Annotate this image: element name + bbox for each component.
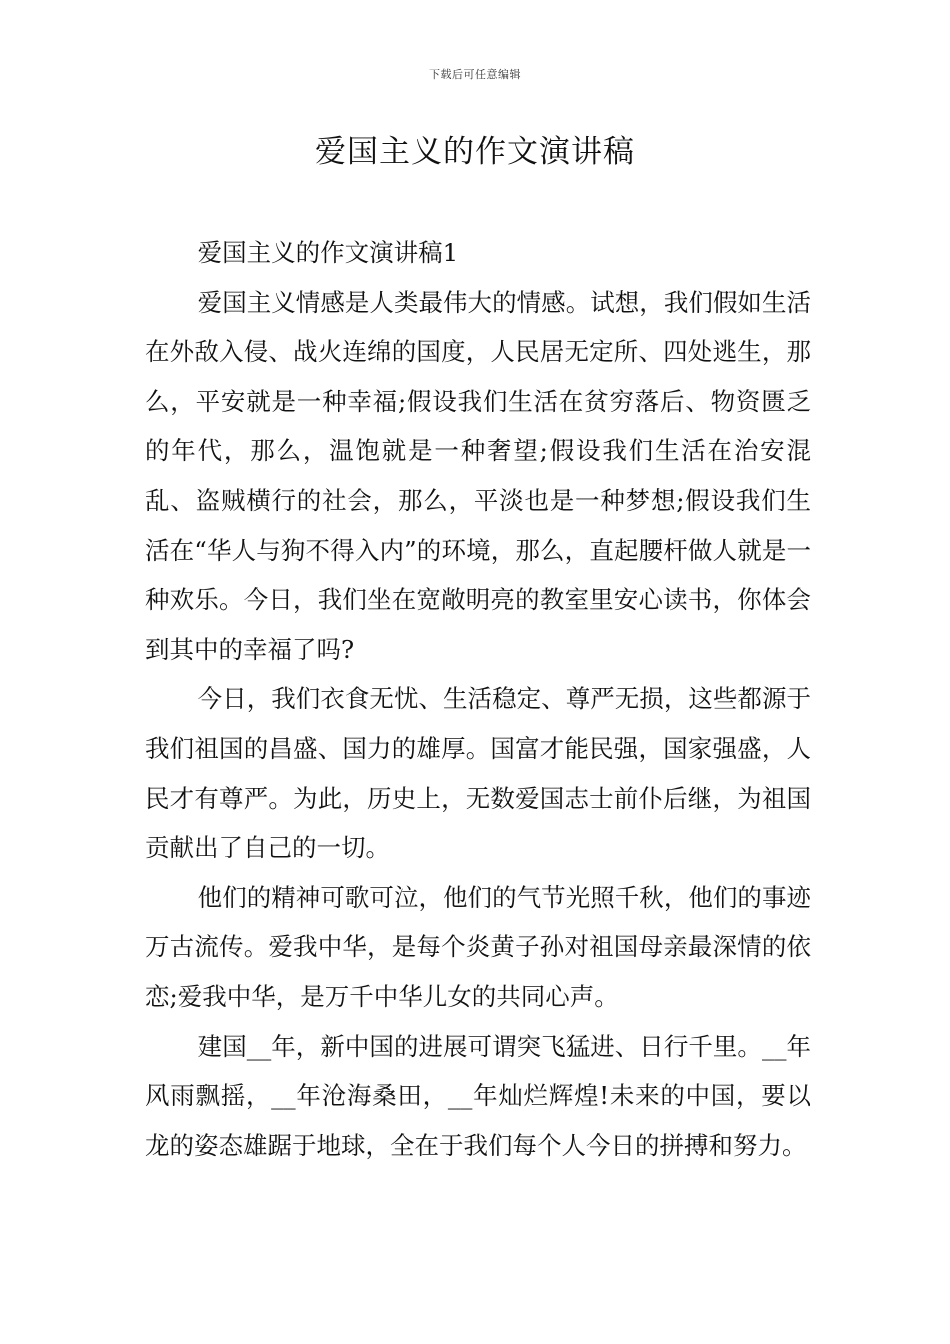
paragraph-3: 他们的精神可歌可泣，他们的气节光照千秋，他们的事迹万古流传。爱我中华，是每个炎黄子孙对祖国母亲最深情的依恋;爱我中华，是万千中华儿女的共同心声。 — [145, 882, 811, 1011]
paragraph-2: 今日，我们衣食无忧、生活稳定、尊严无损，这些都源于我们祖国的昌盛、国力的雄厚。国富才能民强，国家强盛，人民才有尊严。为此，历史上，无数爱国志士前仆后继，为祖国贡献出了自己的一切。 — [145, 684, 811, 863]
section-subtitle: 爱国主义的作文演讲稿1 — [197, 238, 459, 267]
document-title: 爱国主义的作文演讲稿 — [315, 134, 635, 170]
paragraph-4: 建国__年，新中国的进展可谓突飞猛进、日行千里。__年风雨飘摇，__年沧海桑田，__年灿烂辉煌!未来的中国，要以龙的姿态雄踞于地球，全在于我们每个人今日的拼搏和努力。 — [145, 1031, 811, 1160]
header-note: 下载后可任意编辑 — [429, 68, 521, 81]
paragraph-1: 爱国主义情感是人类最伟大的情感。试想，我们假如生活在外敌入侵、战火连绵的国度，人民居无定所、四处逃生，那么，平安就是一种幸福;假设我们生活在贫穷落后、物资匮乏的年代，那么，温饱就是一种奢望;假设我们生活在治安混乱、盗贼横行的社会，那么，平淡也是一种梦想;假设我们生活在“华人与狗不得入内”的环境，那么，直起腰杆做人就是一种欢乐。今日，我们坐在宽敞明亮的教室里安心读书，你体会到其中的幸福了吗? — [145, 287, 811, 664]
document-body — [145, 228, 811, 1170]
